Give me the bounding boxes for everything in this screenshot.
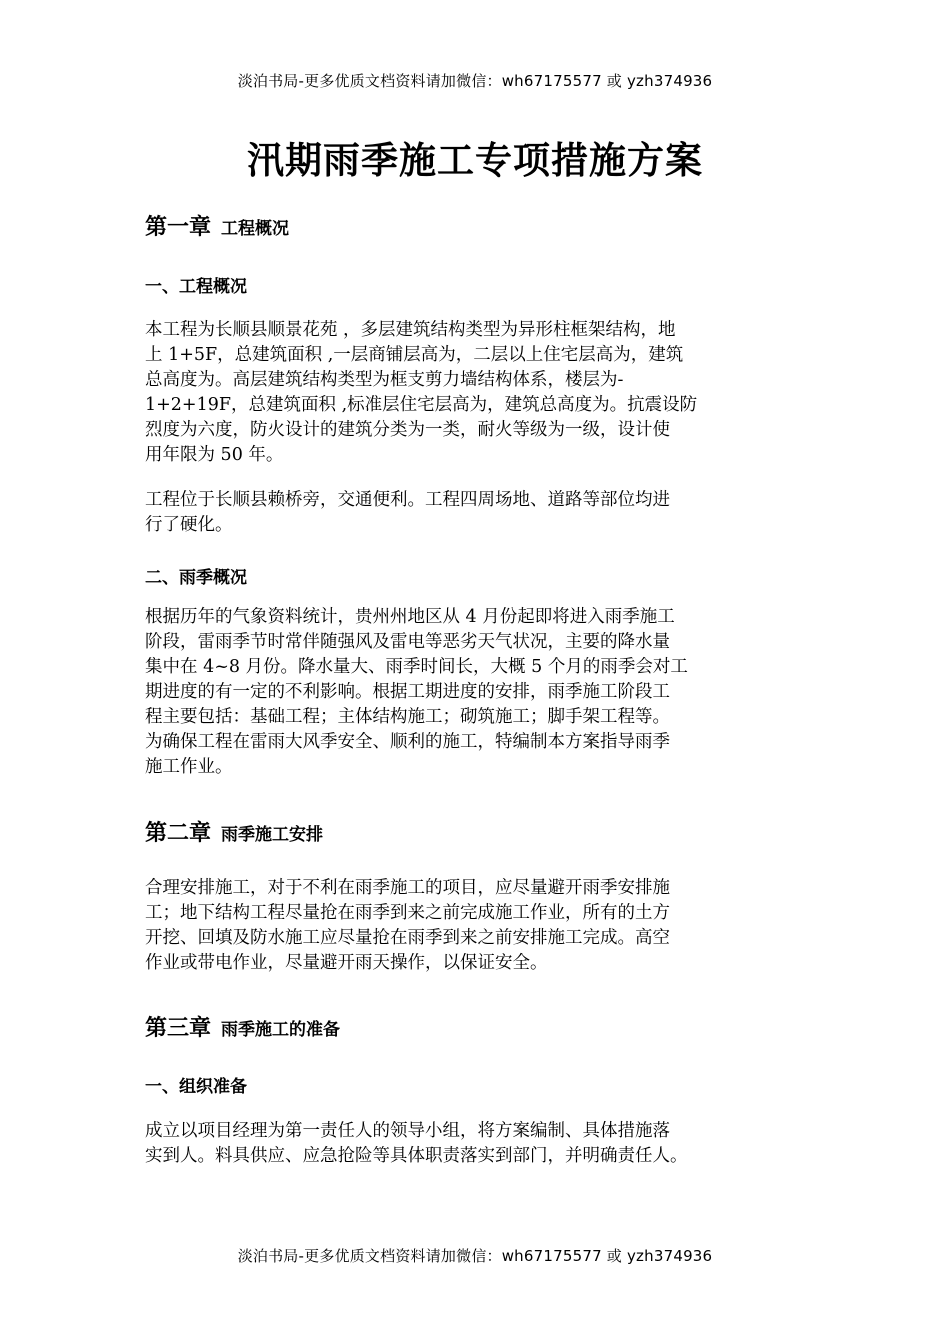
footer-watermark-note: 淡泊书局-更多优质文档资料请加微信：wh67175577 或 yzh374936 (237, 1247, 713, 1265)
section-organization-preparation-heading: 一、组织准备 (145, 1077, 247, 1097)
paragraph-line: 阶段，雷雨季节时常伴随强风及雷电等恶劣天气状况，主要的降水量 (145, 632, 670, 652)
chapter-1-number: 第一章 (145, 214, 212, 240)
paragraph-line: 上 1+5F，总建筑面积 ,一层商铺层高为，二层以上住宅层高为，建筑 (145, 345, 684, 365)
chapter-2-title: 雨季施工安排 (221, 825, 324, 845)
chapter-3-heading (145, 1011, 340, 1042)
paragraph-line: 工程位于长顺县赖桥旁，交通便利。工程四周场地、道路等部位均进 (145, 490, 670, 510)
document-title: 汛期雨季施工专项措施方案 (247, 139, 703, 182)
rainy-season-arrangement-paragraph (145, 876, 810, 976)
paragraph-line: 行了硬化。 (145, 515, 233, 535)
rainy-season-overview-paragraph (145, 605, 810, 780)
paragraph-line: 烈度为六度，防火设计的建筑分类为一类，耐火等级为一级，设计使 (145, 420, 670, 440)
paragraph-line: 为确保工程在雷雨大风季安全、顺利的施工，特编制本方案指导雨季 (145, 732, 670, 752)
section-project-overview-heading: 一、工程概况 (145, 277, 247, 297)
paragraph-line: 作业或带电作业，尽量避开雨天操作，以保证安全。 (145, 953, 548, 973)
chapter-3-title: 雨季施工的准备 (221, 1020, 341, 1040)
paragraph-line: 总高度为。高层建筑结构类型为框支剪力墙结构体系，楼层为- (145, 370, 624, 390)
organization-preparation-paragraph (145, 1119, 810, 1169)
paragraph-line: 集中在 4~8 月份。降水量大、雨季时间长，大概 5 个月的雨季会对工 (145, 657, 688, 677)
paragraph-line: 实到人。料具供应、应急抢险等具体职责落实到部门，并明确责任人。 (145, 1146, 688, 1166)
paragraph-line: 用年限为 50 年。 (145, 445, 284, 465)
paragraph-line: 程主要包括：基础工程；主体结构施工；砌筑施工；脚手架工程等。 (145, 707, 670, 727)
paragraph-line: 工；地下结构工程尽量抢在雨季到来之前完成施工作业，所有的土方 (145, 903, 670, 923)
paragraph-line: 期进度的有一定的不利影响。根据工期进度的安排，雨季施工阶段工 (145, 682, 670, 702)
paragraph-line: 开挖、回填及防水施工应尽量抢在雨季到来之前安排施工完成。高空 (145, 928, 670, 948)
paragraph-line: 1+2+19F，总建筑面积 ,标准层住宅层高为，建筑总高度为。抗震设防 (145, 395, 698, 415)
project-overview-paragraph-1 (145, 318, 810, 468)
chapter-2-heading (145, 816, 323, 847)
chapter-2-number: 第二章 (145, 820, 212, 846)
project-overview-paragraph-2 (145, 488, 810, 538)
chapter-3-number: 第三章 (145, 1015, 212, 1041)
paragraph-line: 施工作业。 (145, 757, 233, 777)
chapter-1-heading (145, 210, 289, 241)
paragraph-line: 合理安排施工，对于不利在雨季施工的项目，应尽量避开雨季安排施 (145, 878, 670, 898)
paragraph-line: 本工程为长顺县顺景花苑 ，多层建筑结构类型为异形柱框架结构，地 (145, 320, 676, 340)
chapter-1-title: 工程概况 (221, 219, 290, 239)
section-rainy-season-overview-heading: 二、雨季概况 (145, 568, 247, 588)
header-watermark-note: 淡泊书局-更多优质文档资料请加微信：wh67175577 或 yzh374936 (237, 72, 713, 90)
paragraph-line: 根据历年的气象资料统计，贵州州地区从 4 月份起即将进入雨季施工 (145, 607, 675, 627)
paragraph-line: 成立以项目经理为第一责任人的领导小组，将方案编制、具体措施落 (145, 1121, 670, 1141)
